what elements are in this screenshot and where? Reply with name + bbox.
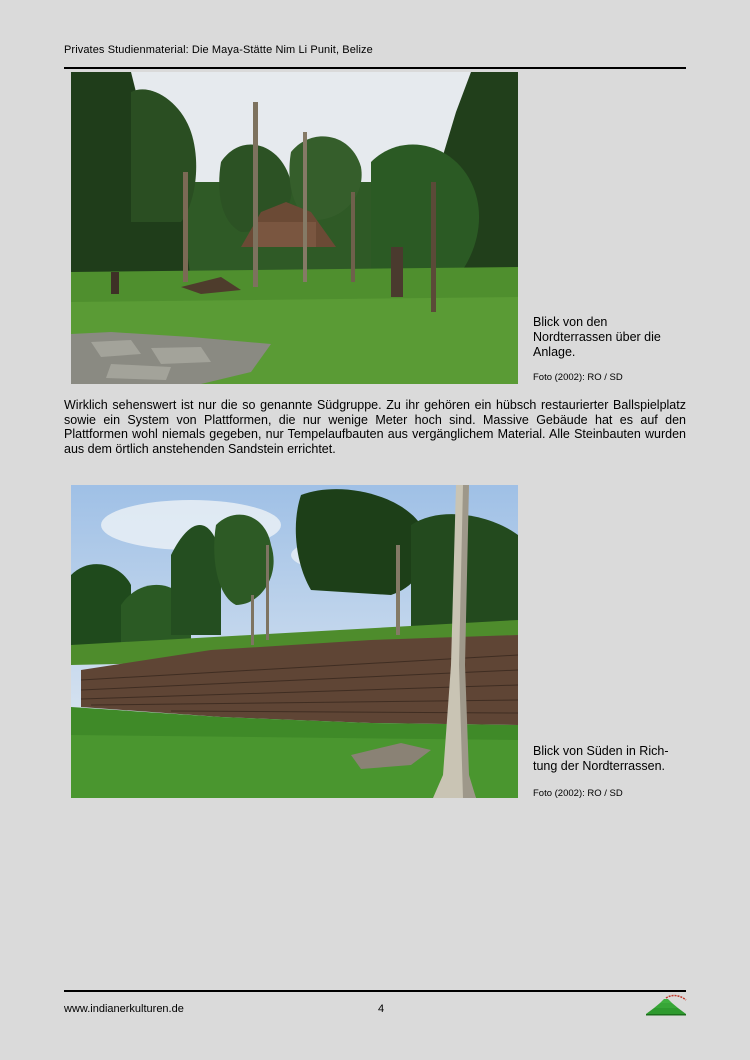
- photo-north-terraces-view: [71, 72, 518, 384]
- photo-south-view: [71, 485, 518, 798]
- figure-2-credit: Foto (2002): RO / SD: [533, 788, 623, 799]
- figure-2-caption: Blick von Süden in Rich-tung der Nordterrassen.: [533, 744, 669, 773]
- running-header: Privates Studienmaterial: Die Maya-Stätte Nim Li Punit, Belize: [64, 44, 373, 56]
- page-number: 4: [378, 1003, 385, 1015]
- footer-website-link[interactable]: www.indianerkulturen.de: [64, 1003, 184, 1015]
- body-paragraph: Wirklich sehenswert ist nur die so genannte Südgruppe. Zu ihr gehören ein hübsch restaurierter Ballspielplatz sowie ein System von Plattformen, die nur wenige Meter hoch sind. Massive Gebäude hat es auf den Plattformen wohl niemals gegeben, nur Tempelaufbauten aus vergänglichem Material. Alle Steinbauten wurden aus dem örtlich anstehenden Sandstein errichtet.: [64, 398, 686, 456]
- pyramid-logo-icon: [644, 994, 688, 1016]
- figure-1-credit: Foto (2002): RO / SD: [533, 372, 623, 383]
- figure-1-caption: Blick von den Nordterrassen über die Anlage.: [533, 315, 661, 359]
- header-rule: [64, 67, 686, 69]
- footer-rule: [64, 990, 686, 992]
